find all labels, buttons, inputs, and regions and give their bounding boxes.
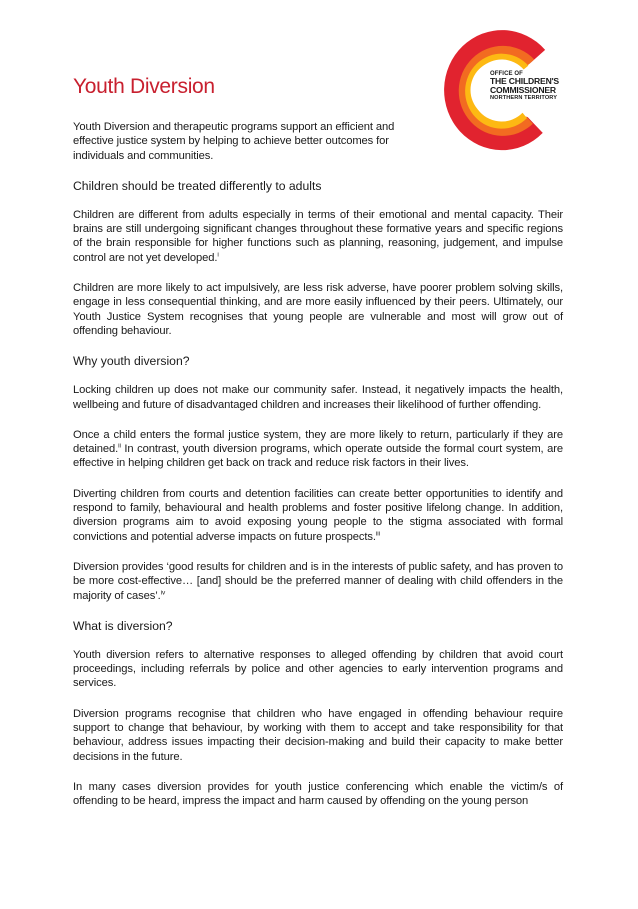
section-heading-what-is-diversion: What is diversion? — [73, 618, 173, 633]
paragraph: In many cases diversion provides for youth justice conferencing which enable the victim/s of offending to be heard, impress the impact and harm caused by offending on the young person — [73, 780, 563, 808]
logo-line-territory: NORTHERN TERRITORY — [490, 95, 558, 102]
footnote-ref: iv — [160, 588, 166, 596]
section-heading-why-diversion: Why youth diversion? — [73, 354, 190, 369]
logo-text — [490, 71, 570, 102]
section-heading-children-different: Children should be treated differently to adults — [73, 178, 322, 193]
paragraph-text: Diversion provides ‘good results for children and is in the interests of public safety, and has proven to be more cost-effective… [and] should be the preferred manner of dealing with child offenders in the majority of cases’. — [73, 560, 563, 602]
paragraph: Diversion programs recognise that children who have engaged in offending behaviour require support to change that behaviour, by working with them to accept and take responsibility for that behaviour, address issues impacting their decision-making and build their capacity to make better decisions in the future. — [73, 707, 563, 763]
paragraph-text: Once a child enters the formal justice system, they are more likely to return, particularly if they are detained. — [73, 428, 563, 456]
logo-line-commissioner: COMMISSIONER — [490, 85, 556, 96]
paragraph-text: Children are different from adults especially in terms of their emotional and mental capacity. Their brains are still undergoing significant changes throughout these formative years and specific regions of the brain responsible for higher functions such as planning, reasoning, judgement, and impulse control are not yet developed. — [73, 208, 563, 264]
paragraph: Youth diversion refers to alternative responses to alleged offending by children that avoid court proceedings, including referrals by police and other agencies to early intervention programs and services. — [73, 648, 563, 690]
paragraph — [73, 560, 563, 603]
footnote-ref: i — [217, 251, 219, 259]
logo-line-childrens: THE CHILDREN'S — [490, 76, 559, 87]
paragraph: Locking children up does not make our community safer. Instead, it negatively impacts the health, wellbeing and future of disadvantaged children and increases their likelihood of further offending. — [73, 384, 563, 411]
footnote-ref: iii — [375, 529, 380, 537]
paragraph-text: In contrast, youth diversion programs, which operate outside the formal court system, are effective in helping children get back on track and reduce risk factors in their lives. — [73, 443, 563, 470]
intro-paragraph: Youth Diversion and therapeutic programs support an efficient and effective justice system by helping to achieve better outcomes for individuals and communities. — [73, 121, 395, 162]
paragraph-text: Diverting children from courts and detention facilities can create better opportunities to identify and respond to family, behavioural and health problems and foster positive lifelong change. In addition, diversion programs aim to avoid exposing young people to the stigma associated with formal convictions and potential adverse impacts on future prospects. — [73, 487, 563, 543]
document-body — [73, 120, 563, 825]
paragraph: Children are more likely to act impulsively, are less risk adverse, have poorer problem solving skills, engage in less consequential thinking, and are more easily influenced by their peers. Ultimately, our Youth Justice System recognises that young people are vulnerable and most will grow out of offending behaviour. — [73, 282, 563, 337]
footnote-ref: ii — [118, 442, 121, 450]
paragraph — [73, 487, 563, 544]
paragraph — [73, 208, 563, 265]
paragraph — [73, 428, 563, 471]
logo-line-office-of: OFFICE OF — [490, 71, 523, 77]
page-title: Youth Diversion — [73, 75, 215, 98]
